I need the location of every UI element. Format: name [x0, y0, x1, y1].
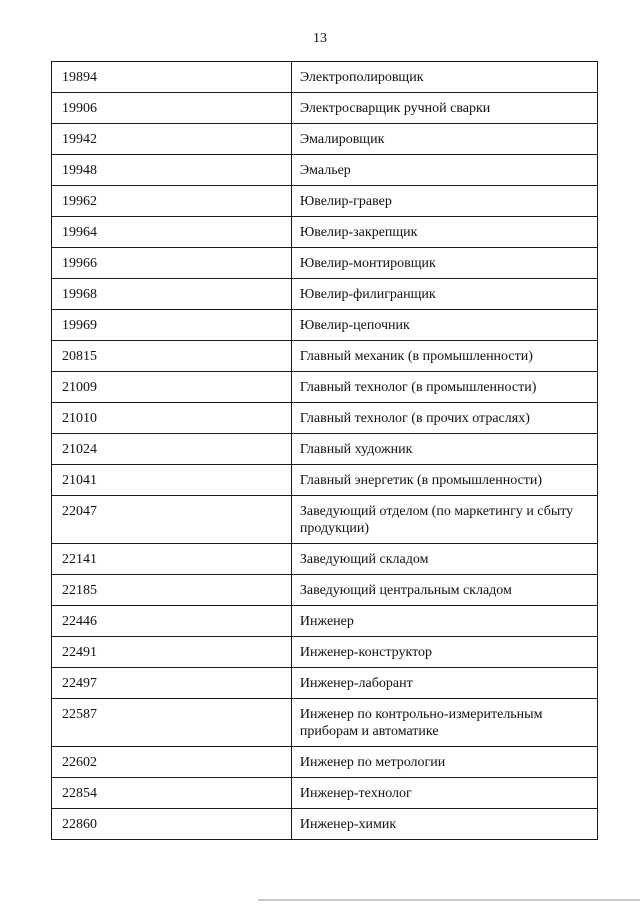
profession-name: Инженер-химик: [291, 809, 597, 840]
profession-code: 19966: [52, 248, 292, 279]
table-row: [52, 372, 598, 403]
profession-name: Электросварщик ручной сварки: [291, 93, 597, 124]
profession-code: 19964: [52, 217, 292, 248]
profession-code: 21041: [52, 465, 292, 496]
profession-name: Инженер по контрольно-измерительным приборам и автоматике: [291, 699, 597, 747]
profession-code: 19942: [52, 124, 292, 155]
table-row: [52, 62, 598, 93]
table-row: [52, 279, 598, 310]
table-row: [52, 124, 598, 155]
profession-name: Заведующий отделом (по маркетингу и сбыту продукции): [291, 496, 597, 544]
profession-name: Электрополировщик: [291, 62, 597, 93]
profession-name: Главный художник: [291, 434, 597, 465]
profession-code: 22497: [52, 668, 292, 699]
profession-code: 22602: [52, 747, 292, 778]
profession-code: 22587: [52, 699, 292, 747]
table-row: [52, 668, 598, 699]
table-row: [52, 186, 598, 217]
table-row: [52, 496, 598, 544]
table-row: [52, 778, 598, 809]
profession-code: 19894: [52, 62, 292, 93]
profession-name: Ювелир-монтировщик: [291, 248, 597, 279]
table-row: [52, 809, 598, 840]
table-row: [52, 747, 598, 778]
profession-code: 20815: [52, 341, 292, 372]
table-row: [52, 341, 598, 372]
profession-name: Инженер по метрологии: [291, 747, 597, 778]
profession-code: 19948: [52, 155, 292, 186]
profession-code: 22185: [52, 575, 292, 606]
profession-name: Ювелир-гравер: [291, 186, 597, 217]
table-row: [52, 248, 598, 279]
profession-code: 21009: [52, 372, 292, 403]
table-row: [52, 637, 598, 668]
table-row: [52, 699, 598, 747]
scan-edge-line: [258, 899, 640, 901]
profession-code: 19968: [52, 279, 292, 310]
profession-code: 22491: [52, 637, 292, 668]
table-body: [52, 62, 598, 840]
table-row: [52, 465, 598, 496]
profession-name: Инженер: [291, 606, 597, 637]
profession-name: Инженер-конструктор: [291, 637, 597, 668]
profession-code: 19969: [52, 310, 292, 341]
table-row: [52, 93, 598, 124]
profession-name: Инженер-технолог: [291, 778, 597, 809]
profession-name: Ювелир-закрепщик: [291, 217, 597, 248]
page-number: 13: [313, 31, 327, 46]
profession-codes-table: [51, 61, 598, 840]
table-row: [52, 575, 598, 606]
profession-name: Заведующий центральным складом: [291, 575, 597, 606]
profession-code: 22854: [52, 778, 292, 809]
table-row: [52, 434, 598, 465]
profession-name: Инженер-лаборант: [291, 668, 597, 699]
profession-name: Главный технолог (в промышленности): [291, 372, 597, 403]
profession-name: Ювелир-филигранщик: [291, 279, 597, 310]
profession-code: 22047: [52, 496, 292, 544]
profession-name: Главный энергетик (в промышленности): [291, 465, 597, 496]
profession-name: Ювелир-цепочник: [291, 310, 597, 341]
table-row: [52, 403, 598, 434]
table-row: [52, 155, 598, 186]
profession-name: Эмальер: [291, 155, 597, 186]
profession-code: 21024: [52, 434, 292, 465]
table-row: [52, 310, 598, 341]
profession-name: Заведующий складом: [291, 544, 597, 575]
profession-code: 19906: [52, 93, 292, 124]
table-row: [52, 606, 598, 637]
table-row: [52, 544, 598, 575]
table-row: [52, 217, 598, 248]
profession-name: Эмалировщик: [291, 124, 597, 155]
profession-code: 21010: [52, 403, 292, 434]
profession-code: 19962: [52, 186, 292, 217]
profession-name: Главный механик (в промышленности): [291, 341, 597, 372]
profession-code: 22141: [52, 544, 292, 575]
profession-code: 22860: [52, 809, 292, 840]
profession-code: 22446: [52, 606, 292, 637]
profession-name: Главный технолог (в прочих отраслях): [291, 403, 597, 434]
